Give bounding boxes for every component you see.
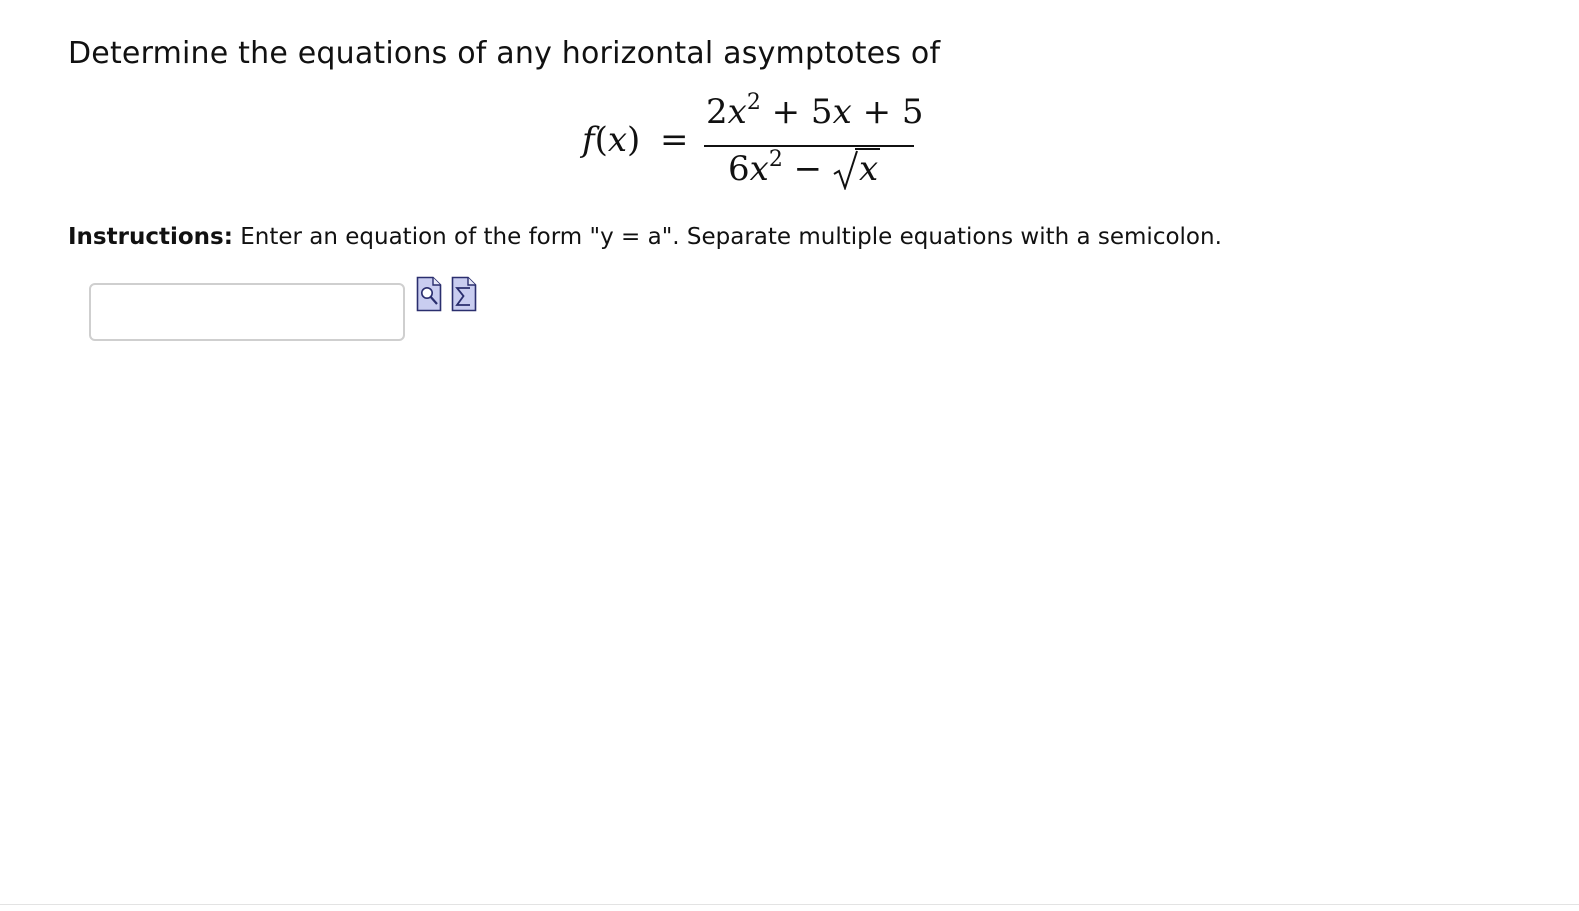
preview-icon[interactable] [416, 276, 442, 312]
denominator-exponent: 2 [768, 146, 783, 172]
instructions [68, 224, 1222, 250]
denominator-coef: 6 [728, 149, 750, 189]
page-divider [0, 904, 1579, 905]
instructions-label: Instructions: [68, 224, 233, 250]
square-root [833, 148, 880, 189]
lhs-close-paren: ) [627, 120, 641, 160]
numerator-var1: x [727, 92, 747, 132]
lhs-open-paren: ( [594, 120, 608, 160]
radicand: x [855, 148, 880, 189]
numerator-exponent: 2 [746, 89, 761, 115]
numerator-coef: 2 [706, 92, 728, 132]
answer-input[interactable] [89, 283, 405, 341]
instructions-text: Enter an equation of the form "y = a". Separate multiple equations with a semicolon. [232, 224, 1222, 250]
formula-lhs [582, 120, 640, 160]
function-formula [576, 89, 926, 196]
numerator-term2-coef: + 5 [760, 92, 833, 132]
denominator-minus: − [782, 149, 833, 189]
question-prompt: Determine the equations of any horizontal asymptotes of [68, 36, 941, 71]
function-name: f [582, 120, 595, 160]
lhs-variable: x [607, 120, 628, 160]
denominator [728, 148, 880, 189]
radical-sign-icon [833, 150, 859, 190]
denominator-var1: x [749, 149, 769, 189]
sigma-icon[interactable] [451, 276, 477, 312]
numerator-const: + 5 [851, 92, 924, 132]
equals-sign: = [660, 120, 689, 160]
numerator [706, 89, 924, 132]
fraction-bar [704, 145, 914, 147]
numerator-var2: x [832, 92, 852, 132]
